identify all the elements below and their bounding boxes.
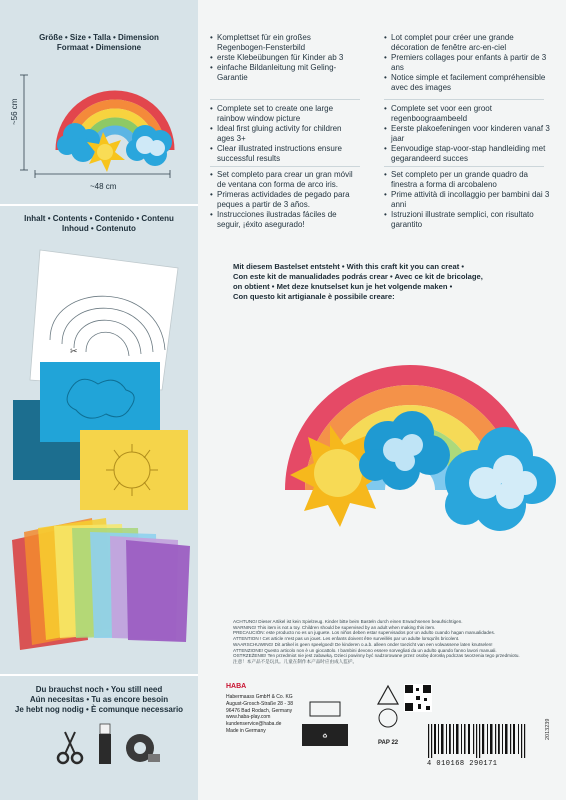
warning-line: 注意！本产品不是玩具。儿童在制作本产品时应由成人监护。	[233, 658, 358, 664]
warning-line: PRECAUCIÓN: este producto no es un juguete. Los niños deben estar supervisados por un adulto cuando hagan manualidades.	[233, 630, 496, 636]
blurb-es-item: • Primeras actividades de pegado para peques a partir de 3 años.	[210, 190, 360, 210]
glue-stick-icon	[95, 722, 115, 768]
headline-line: Con questo kit artigianale è possibile creare:	[233, 292, 395, 301]
divider-1	[0, 204, 198, 206]
divider-2	[0, 674, 198, 676]
blurb-en-item: • Clear illustrated instructions ensure successful results	[210, 144, 360, 164]
address-line: www.haba-play.com	[226, 714, 271, 721]
warning-line: WARNING! This item is not a toy. Children should be supervised by an adult when making this item.	[233, 624, 436, 630]
blurb-separator	[210, 99, 360, 100]
headline-line: Con este kit de manualidades podrás crear • Avec ce kit de bricolage,	[233, 272, 483, 281]
warning-line: ATTENZIONE! Questo articolo non è un giocattolo. I bambini devono essere sorvegliati da un adulto quando fanno lavori manuali.	[233, 647, 497, 653]
svg-text:♻: ♻	[322, 733, 328, 740]
blurb-en-item: • Complete set to create one large rainbow window picture	[210, 104, 360, 124]
headline-line: on obtient • Met deze knutselset kun je het volgende maken •	[233, 282, 453, 291]
barcode-number: 4 010168 290171	[427, 760, 498, 768]
need-title-line1: Du brauchst noch • You still need	[35, 685, 163, 694]
address-line: August-Grosch-Straße 28 - 38	[226, 700, 293, 707]
address-line: Made in Germany	[226, 727, 266, 734]
blurb-nl-item: • Eerste plakoefeningen voor kinderen vanaf 3 jaar	[384, 124, 552, 144]
blurb-es-item: • Instrucciones ilustradas fáciles de seguir, ¡éxito asegurado!	[210, 210, 360, 230]
blurb-es-item: • Set completo para crear un gran móvil de ventana con forma de arco iris.	[210, 170, 360, 190]
address-line: kundenservice@haba.de	[226, 721, 282, 728]
scissors-cut-mark-icon: ✂	[70, 347, 78, 357]
height-label: ~56 cm	[10, 98, 19, 125]
warning-line: OSTRZEŻENIE! Ten przedmiot nie jest zabawką. Dzieci powinny być nadzorowane przez osobę dorosłą podczas tworzenia tego przedmiotu.	[233, 653, 520, 659]
blurb-fr-item: • Notice simple et facilement compréhensible avec des images	[384, 73, 552, 93]
blurb-de-item: • erste Klebeübungen für Kinder ab 3	[210, 53, 360, 63]
tape-icon	[122, 730, 162, 770]
triman-recycling-icon	[300, 688, 350, 748]
pap-recycling-icon	[376, 684, 400, 740]
size-title-line1: Größe • Size • Talla • Dimension	[39, 33, 159, 42]
pap-code: PAP 22	[378, 740, 399, 746]
qr-code-icon	[404, 684, 432, 712]
article-number: 2013239	[545, 718, 551, 740]
blurb-separator	[384, 166, 544, 167]
address-line: 96476 Bad Rodach, Germany	[226, 707, 293, 714]
blurb-de	[210, 33, 360, 83]
scissors-icon	[55, 728, 85, 768]
blurb-de-item: • Komplettset für ein großes Regenbogen-Fensterbild	[210, 33, 360, 53]
safety-warnings	[233, 619, 551, 665]
blurb-it	[384, 170, 552, 230]
contents-title-line1: Inhalt • Contents • Contenido • Contenu	[24, 214, 174, 223]
warning-line: ACHTUNG! Dieser Artikel ist kein Spielzeug. Kinder bitte beim Basteln durch einen Erwachsenen beaufsichtigen.	[233, 619, 463, 624]
blurb-es	[210, 170, 360, 230]
blurb-separator	[210, 166, 360, 167]
blurb-fr-item: • Premiers collages pour enfants à partir de 3 ans	[384, 53, 552, 73]
blurb-nl-item: • Eenvoudige stap-voor-stap handleiding met gegarandeerd succes	[384, 144, 552, 164]
blurb-fr-item: • Lot complet pour créer une grande décoration de fenêtre arc-en-ciel	[384, 33, 552, 53]
barcode	[424, 724, 536, 758]
need-title-line3: Je hebt nog nodig • È comunque necessario	[14, 705, 184, 714]
need-title-line2: Aún necesitas • Tu as encore besoin	[29, 695, 169, 704]
contents-title-line2: Inhoud • Contenuto	[62, 224, 136, 233]
warning-line: ATTENTION ! Cet article n'est pas un jouet. Les enfants doivent être surveillés par un adulte lorsqu'ils bricolent.	[233, 636, 460, 642]
craft-headline	[233, 262, 533, 302]
width-label: ~48 cm	[90, 182, 117, 191]
warning-line: WAARSCHUWING! Dit artikel is geen speelgoed! De kinderen o.a.b. alleen onder toezicht van een volwassene laten knutselen!	[233, 641, 493, 647]
blurb-nl-item: • Complete set voor een groot regenboograambeeld	[384, 104, 552, 124]
blurb-it-item: • Istruzioni illustrate semplici, con risultato garantito	[384, 210, 552, 230]
haba-logo: HABA	[226, 683, 247, 690]
blurb-it-item: • Set completo per un grande quadro da finestra a forma di arcobaleno	[384, 170, 552, 190]
height-dimension-line	[10, 70, 32, 180]
blurb-separator	[384, 99, 544, 100]
finished-rainbow-picture	[270, 305, 560, 555]
blurb-de-item: • einfache Bildanleitung mit Geling-Garantie	[210, 63, 360, 83]
size-title-line2: Formaat • Dimensione	[56, 43, 142, 52]
address-line: Habermaass GmbH & Co. KG	[226, 694, 293, 700]
company-address	[226, 694, 293, 735]
contents-illustration	[10, 240, 196, 660]
blurb-fr	[384, 33, 552, 93]
headline-line: Mit diesem Bastelset entsteht • With this craft kit you can creat •	[233, 262, 465, 271]
blurb-nl	[384, 104, 552, 164]
blurb-en	[210, 104, 360, 164]
blurb-it-item: • Prime attività di incollaggio per bambini dai 3 anni	[384, 190, 552, 210]
blurb-en-item: • Ideal first gluing activity for children ages 3+	[210, 124, 360, 144]
